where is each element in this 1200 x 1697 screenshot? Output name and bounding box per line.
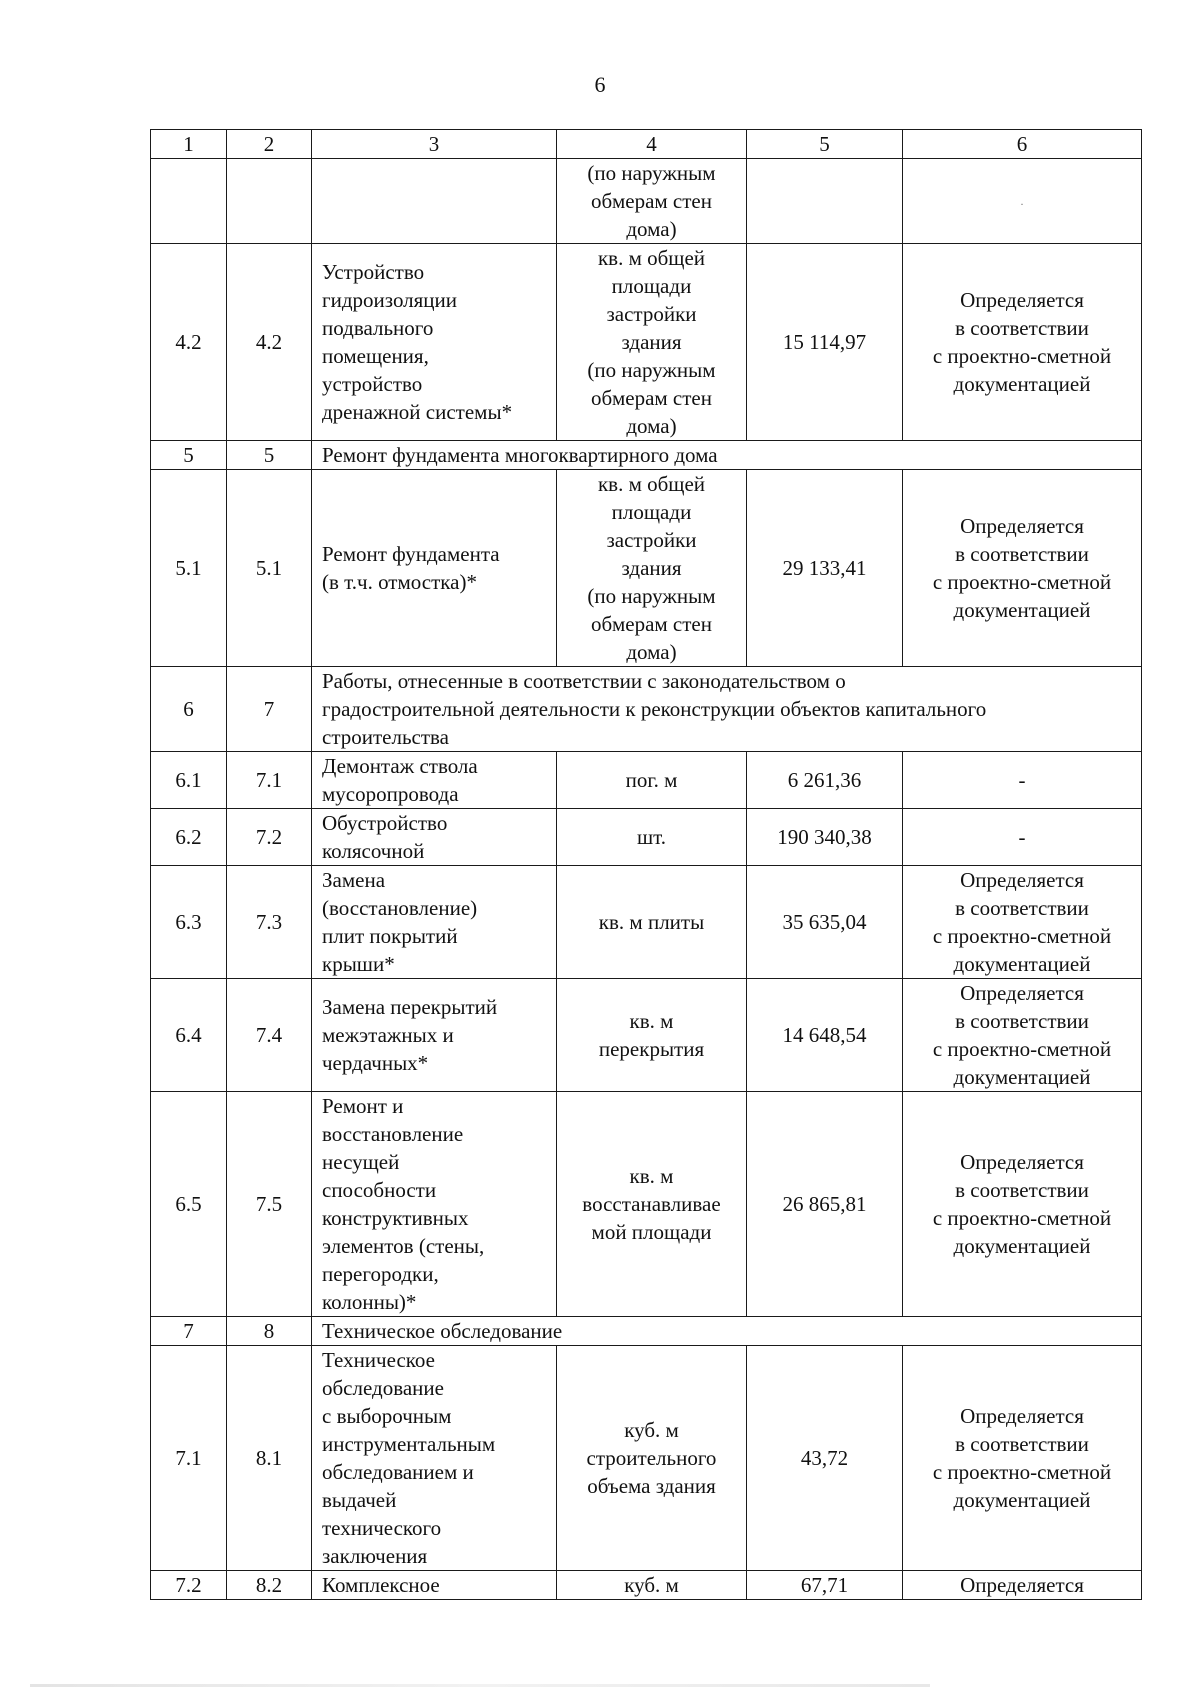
table-row — [151, 1346, 1142, 1571]
header-cell: 3 — [312, 130, 557, 159]
unit: кв. м общей площади застройки здания (по наружным обмерам стен дома) — [557, 470, 747, 667]
work-name: Устройство гидроизоляции подвального помещения, устройство дренажной системы* — [312, 244, 557, 441]
cost-value: 26 865,81 — [747, 1092, 903, 1317]
table-row — [151, 244, 1142, 441]
item-code: 7.1 — [227, 752, 312, 809]
cost-value: 29 133,41 — [747, 470, 903, 667]
item-code: 7 — [227, 667, 312, 752]
row-number: 6.2 — [151, 809, 227, 866]
cost-value: 67,71 — [747, 1571, 903, 1600]
table-row — [151, 752, 1142, 809]
header-cell: 6 — [903, 130, 1142, 159]
note: - — [903, 752, 1142, 809]
item-code: 7.5 — [227, 1092, 312, 1317]
note: - — [903, 809, 1142, 866]
item-code: 5 — [227, 441, 312, 470]
unit: куб. м — [557, 1571, 747, 1600]
section-row — [151, 441, 1142, 470]
row-number: 5.1 — [151, 470, 227, 667]
item-code: 4.2 — [227, 244, 312, 441]
table-header-row — [151, 130, 1142, 159]
item-code: 5.1 — [227, 470, 312, 667]
header-cell: 5 — [747, 130, 903, 159]
section-row — [151, 1317, 1142, 1346]
work-name — [312, 159, 557, 244]
note: . — [903, 159, 1142, 244]
item-code: 8 — [227, 1317, 312, 1346]
table-row — [151, 866, 1142, 979]
row-number: 6 — [151, 667, 227, 752]
unit: кв. м общей площади застройки здания (по наружным обмерам стен дома) — [557, 244, 747, 441]
table-row — [151, 1571, 1142, 1600]
work-name: Техническое обследование с выборочным инструментальным обследованием и выдачей технического заключения — [312, 1346, 557, 1571]
item-code: 7.4 — [227, 979, 312, 1092]
cost-value: 190 340,38 — [747, 809, 903, 866]
cost-value: 6 261,36 — [747, 752, 903, 809]
table-row — [151, 1092, 1142, 1317]
table-row — [151, 159, 1142, 244]
work-name: Обустройство колясочной — [312, 809, 557, 866]
row-number: 6.3 — [151, 866, 227, 979]
unit: кв. м плиты — [557, 866, 747, 979]
cost-value: 43,72 — [747, 1346, 903, 1571]
header-cell: 4 — [557, 130, 747, 159]
cost-value: 15 114,97 — [747, 244, 903, 441]
work-name: Демонтаж ствола мусоропровода — [312, 752, 557, 809]
item-code: 8.2 — [227, 1571, 312, 1600]
note: Определяется в соответствии с проектно-сметной документацией — [903, 244, 1142, 441]
cost-value: 14 648,54 — [747, 979, 903, 1092]
unit: пог. м — [557, 752, 747, 809]
work-name: Ремонт и восстановление несущей способности конструктивных элементов (стены, перегородки, колонны)* — [312, 1092, 557, 1317]
row-number: 5 — [151, 441, 227, 470]
section-title: Техническое обследование — [312, 1317, 1142, 1346]
row-number: 6.5 — [151, 1092, 227, 1317]
section-title: Ремонт фундамента многоквартирного дома — [312, 441, 1142, 470]
item-code: 7.3 — [227, 866, 312, 979]
scan-artifact-line — [30, 1684, 930, 1687]
note: Определяется в соответствии с проектно-сметной документацией — [903, 866, 1142, 979]
section-title: Работы, отнесенные в соответствии с законодательством о градостроительной деятельности к реконструкции объектов капитального строительства — [312, 667, 1142, 752]
table-row — [151, 809, 1142, 866]
work-name: Замена (восстановление) плит покрытий крыши* — [312, 866, 557, 979]
note: Определяется в соответствии с проектно-сметной документацией — [903, 1346, 1142, 1571]
cost-value — [747, 159, 903, 244]
unit: (по наружным обмерам стен дома) — [557, 159, 747, 244]
row-number — [151, 159, 227, 244]
unit: кв. м перекрытия — [557, 979, 747, 1092]
item-code: 7.2 — [227, 809, 312, 866]
page-number: 6 — [594, 72, 606, 97]
row-number: 7 — [151, 1317, 227, 1346]
unit: куб. м строительного объема здания — [557, 1346, 747, 1571]
note: Определяется в соответствии с проектно-сметной документацией — [903, 979, 1142, 1092]
work-name: Комплексное — [312, 1571, 557, 1600]
header-cell: 1 — [151, 130, 227, 159]
note: Определяется в соответствии с проектно-сметной документацией — [903, 1092, 1142, 1317]
row-number: 6.1 — [151, 752, 227, 809]
row-number: 7.1 — [151, 1346, 227, 1571]
unit: шт. — [557, 809, 747, 866]
item-code: 8.1 — [227, 1346, 312, 1571]
item-code — [227, 159, 312, 244]
section-row — [151, 667, 1142, 752]
cost-value: 35 635,04 — [747, 866, 903, 979]
work-name: Ремонт фундамента (в т.ч. отмостка)* — [312, 470, 557, 667]
note: Определяется — [903, 1571, 1142, 1600]
works-table — [150, 129, 1142, 1600]
row-number: 6.4 — [151, 979, 227, 1092]
table-row — [151, 979, 1142, 1092]
unit: кв. м восстанавливае мой площади — [557, 1092, 747, 1317]
table-row — [151, 470, 1142, 667]
work-name: Замена перекрытий межэтажных и чердачных* — [312, 979, 557, 1092]
row-number: 7.2 — [151, 1571, 227, 1600]
row-number: 4.2 — [151, 244, 227, 441]
header-cell: 2 — [227, 130, 312, 159]
note: Определяется в соответствии с проектно-сметной документацией — [903, 470, 1142, 667]
